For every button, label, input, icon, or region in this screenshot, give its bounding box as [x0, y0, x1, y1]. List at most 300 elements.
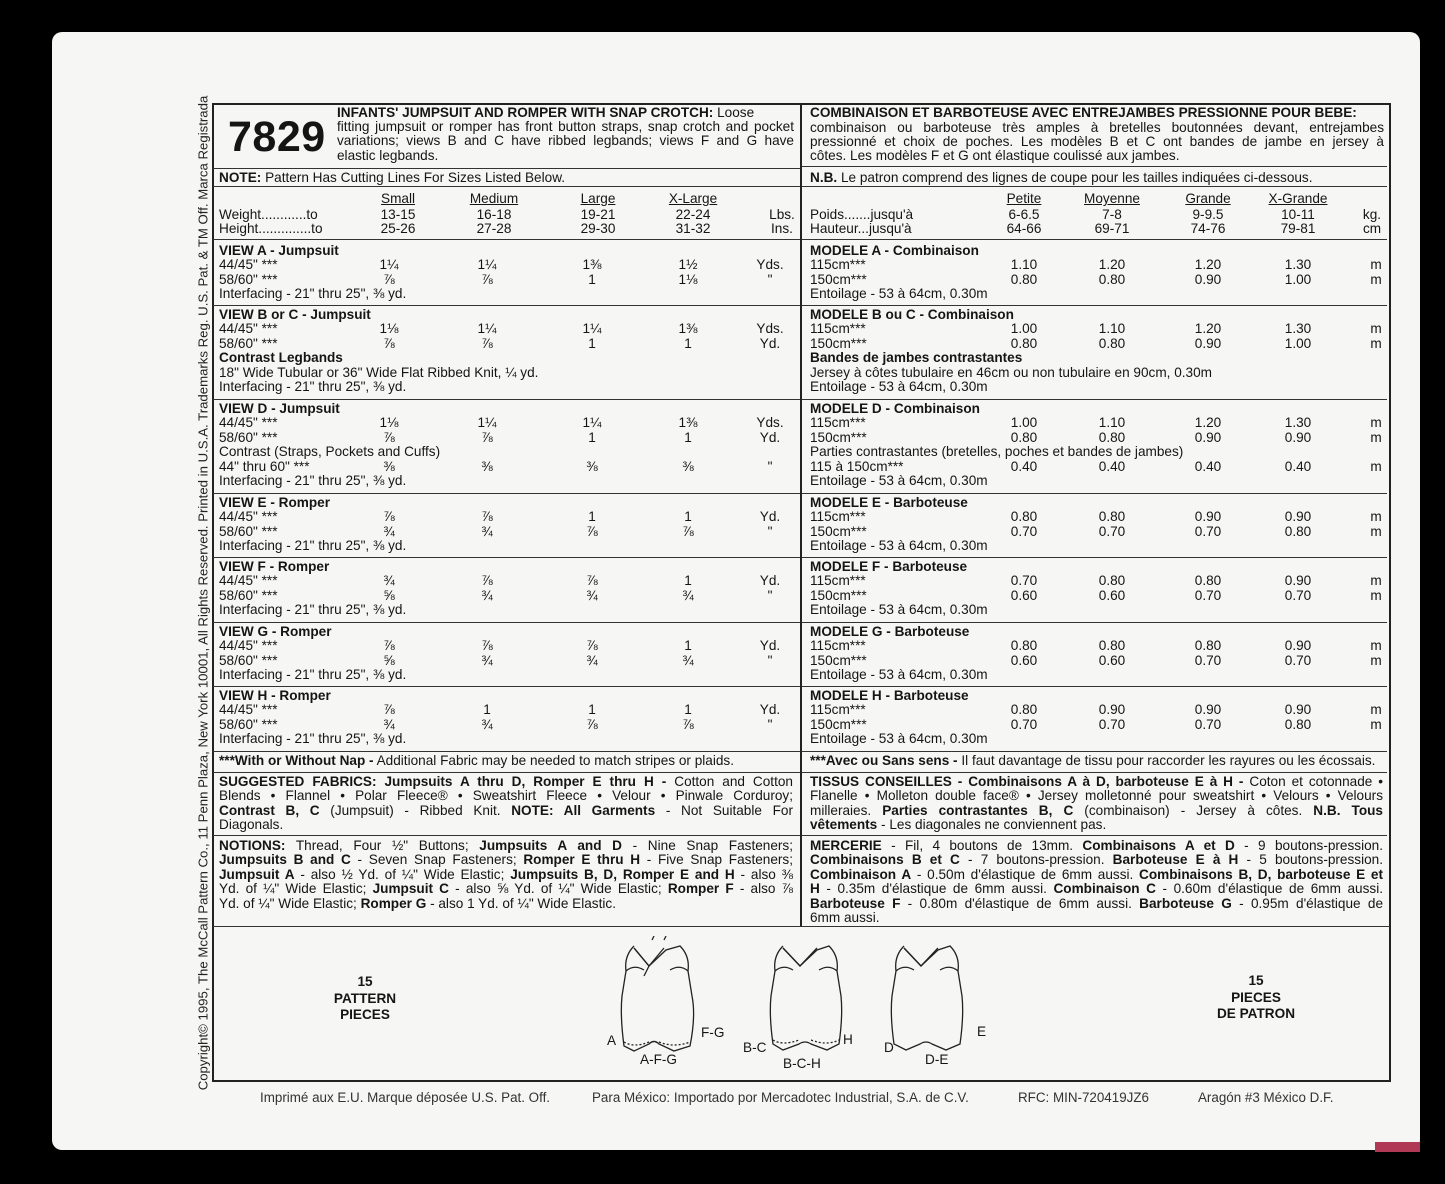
- fr-yardage-value: 1.30: [1284, 257, 1312, 273]
- fr-size-header: Moyenne: [1084, 191, 1140, 206]
- fr-weight-value: 9-9.5: [1192, 207, 1224, 222]
- en-yardage-value: 1: [588, 335, 596, 351]
- fr-height-value: 74-76: [1190, 221, 1226, 236]
- fr-size-header: X-Grande: [1268, 191, 1328, 206]
- en-row-label: 58/60" ***: [219, 335, 278, 351]
- en-row-label: Interfacing - 21" thru 25", ⅜ yd.: [219, 286, 407, 302]
- en-yardage-value: ¾: [481, 716, 493, 732]
- fr-yardage-value: 0.70: [1284, 587, 1312, 603]
- fr-view-title: MODELE H - Barboteuse: [810, 688, 969, 703]
- en-pieces: [315, 974, 415, 1024]
- fr-row-label: 115cm***: [810, 257, 866, 273]
- fr-row-label: Entoilage - 53 à 64cm, 0.30m: [810, 473, 988, 488]
- en-row-unit: Yd.: [759, 638, 781, 654]
- en-row-label: Interfacing - 21" thru 25", ⅜ yd.: [219, 602, 407, 618]
- en-yardage-value: 1⅜: [582, 257, 602, 273]
- fr-yardage-value: 1.20: [1098, 257, 1126, 273]
- fr-row-label: Entoilage - 53 à 64cm, 0.30m: [810, 667, 988, 683]
- en-desc-line: variations; views B and C have ribbed legbands; views F and G have: [337, 133, 794, 148]
- en-yardage-value: ¾: [481, 587, 493, 603]
- fr-weight-value: 6-6.5: [1008, 207, 1040, 222]
- fr-row-label: Entoilage - 53 à 64cm, 0.30m: [810, 379, 988, 394]
- fr-view-title: MODELE E - Barboteuse: [810, 495, 968, 510]
- fr-row-label: Parties contrastantes (bretelles, poches et bandes de jambes): [810, 444, 1184, 460]
- en-yardage-value: 1: [588, 509, 596, 525]
- en-yardage-value: ⅞: [481, 271, 493, 287]
- corner-stamp: [1375, 1142, 1420, 1152]
- rule-en-nap: [213, 772, 800, 773]
- fr-yardage-value: 1.00: [1010, 415, 1038, 431]
- en-desc-line: elastic legbands.: [337, 148, 439, 163]
- en-row-unit: ": [767, 271, 773, 287]
- en-notions-line: Jumpsuit A - also ½ Yd. of ¼" Wide Elastic; Jumpsuits B, D, Romper E and H - also ⅜: [219, 866, 793, 882]
- fr-view-rule: [802, 399, 1387, 400]
- fr-yardage-value: 0.80: [1098, 335, 1126, 351]
- en-view-rule: [213, 557, 800, 558]
- en-height-value: 27-28: [476, 221, 512, 236]
- fr-row-unit: m: [1370, 335, 1382, 351]
- en-row-label: 44/45" ***: [219, 415, 278, 431]
- en-view-title: VIEW H - Romper: [219, 688, 331, 703]
- en-size-header: Large: [580, 191, 616, 206]
- fr-yardage-value: 0.90: [1098, 702, 1126, 718]
- en-row-label: 44/45" ***: [219, 573, 278, 589]
- sketch-label-d-e: D-E: [925, 1052, 949, 1067]
- en-yardage-value: ⅞: [481, 509, 493, 525]
- sketch-label-b-c-h: B-C-H: [783, 1056, 821, 1071]
- en-yardage-value: ⅝: [383, 587, 395, 603]
- en-desc-line: fitting jumpsuit or romper has front button straps, snap crotch and pocket: [337, 119, 794, 134]
- en-yardage-value: 1⅛: [379, 415, 399, 431]
- en-yardage-value: ¾: [481, 523, 493, 539]
- fr-yardage-value: 0.70: [1098, 716, 1126, 732]
- en-fabrics-line: SUGGESTED FABRICS: Jumpsuits A thru D, Romper E thru H - Cotton and Cotton: [219, 774, 793, 789]
- rule-notions-bottom: [213, 926, 1390, 927]
- sketch-b-c-h: [755, 936, 865, 1076]
- en-row-label: 18" Wide Tubular or 36" Wide Flat Ribbed Knit, ¼ yd.: [219, 364, 539, 380]
- en-row-unit: Yd.: [759, 509, 781, 525]
- en-yardage-value: ⅞: [383, 638, 395, 654]
- en-notions-line: Yd. of ¼" Wide Elastic; Jumpsuit C - also ⅝ Yd. of ¼" Wide Elastic; Romper F - also ⅞: [219, 881, 793, 897]
- fr-yardage-value: 0.70: [1010, 573, 1038, 589]
- en-view-rule: [213, 686, 800, 687]
- fr-yardage-value: 0.60: [1010, 587, 1038, 603]
- fr-yardage-value: 0.90: [1194, 335, 1222, 351]
- en-yardage-value: 1¼: [477, 321, 497, 337]
- en-yardage-value: 1: [483, 702, 491, 718]
- en-fabrics-line: Contrast B, C (Jumpsuit) - Ribbed Knit. NOTE: All Garments - Not Suitable For: [219, 802, 794, 818]
- fr-weight-value: 7-8: [1102, 207, 1122, 222]
- en-yardage-value: 1⅛: [379, 321, 399, 337]
- en-size-header: X-Large: [668, 191, 718, 206]
- en-title: INFANTS' JUMPSUIT AND ROMPER WITH SNAP CROTCH:: [337, 105, 714, 120]
- en-row-label: Interfacing - 21" thru 25", ⅜ yd.: [219, 731, 407, 747]
- fr-row-label: 150cm***: [810, 523, 867, 539]
- fr-yardage-value: 0.90: [1284, 638, 1312, 654]
- en-yardage-value: ⅞: [481, 429, 493, 445]
- fr-yardage-value: 0.90: [1284, 702, 1312, 718]
- fr-row-label: 115cm***: [810, 509, 866, 525]
- fr-yardage-value: 0.80: [1010, 702, 1038, 718]
- fr-yardage-value: 0.60: [1098, 587, 1126, 603]
- en-weight-unit: Lbs.: [769, 207, 795, 222]
- fr-height-label: Hauteur...jusqu'à: [810, 221, 912, 236]
- en-height-value: 31-32: [675, 221, 711, 236]
- en-yardage-value: ⅞: [481, 335, 493, 351]
- fr-yardage-value: 0.80: [1010, 509, 1038, 525]
- fr-fabrics-line: TISSUS CONSEILLES - Combinaisons A à D, barboteuse E à H - Coton et cotonnade •: [810, 774, 1383, 789]
- fr-yardage-value: 0.80: [1010, 335, 1038, 351]
- fr-pieces: [1196, 973, 1316, 1023]
- fr-row-unit: m: [1370, 271, 1382, 287]
- en-yardage-value: 1¼: [477, 257, 497, 273]
- en-yardage-value: ⅞: [481, 638, 493, 654]
- fr-yardage-value: 0.80: [1098, 573, 1126, 589]
- en-view-rule: [213, 751, 800, 752]
- en-yardage-value: ⅞: [383, 509, 395, 525]
- fr-yardage-value: 0.80: [1194, 638, 1222, 654]
- fr-note: [810, 171, 1313, 185]
- footer-aragon: Aragón #3 México D.F.: [1198, 1090, 1334, 1105]
- fr-weight-value: 10-11: [1281, 207, 1315, 222]
- en-yardage-value: 1: [684, 573, 692, 589]
- en-size-header: Small: [381, 191, 415, 206]
- en-nap-label: ***With or Without Nap -: [219, 753, 374, 768]
- en-yardage-value: 1: [684, 429, 692, 445]
- fr-row-label: Bandes de jambes contrastantes: [810, 350, 1023, 366]
- en-yardage-value: ⅞: [383, 702, 395, 718]
- fr-row-unit: m: [1370, 415, 1382, 431]
- fr-row-label: Entoilage - 53 à 64cm, 0.30m: [810, 602, 988, 618]
- en-row-unit: Yds.: [756, 415, 784, 431]
- fr-title: COMBINAISON ET BARBOTEUSE AVEC ENTREJAMBES PRESSIONNE POUR BEBE:: [810, 105, 1357, 120]
- en-view-rule: [213, 493, 800, 494]
- fr-desc-line: côtes. Les modèles F et G ont élastique coulissé aux jambes.: [810, 148, 1180, 163]
- fr-view-title: MODELE D - Combinaison: [810, 401, 980, 416]
- en-notions-line: NOTIONS: Thread, Four ½" Buttons; Jumpsuits A and D - Nine Snap Fasteners;: [219, 838, 794, 853]
- fr-yardage-value: 0.40: [1098, 458, 1126, 474]
- sketch-label-a: A: [607, 1033, 617, 1048]
- fr-yardage-value: 1.30: [1284, 415, 1312, 431]
- fr-row-unit: m: [1370, 509, 1382, 525]
- en-yardage-value: ⅜: [586, 458, 598, 474]
- en-yardage-value: ¾: [586, 652, 598, 668]
- fr-yardage-value: 1.10: [1010, 257, 1038, 273]
- fr-yardage-value: 0.80: [1098, 271, 1126, 287]
- en-row-unit: Yd.: [759, 573, 781, 589]
- en-row-unit: Yds.: [756, 321, 784, 337]
- fr-row-label: 150cm***: [810, 429, 867, 445]
- en-row-label: Contrast Legbands: [219, 350, 343, 366]
- en-row-label: Interfacing - 21" thru 25", ⅜ yd.: [219, 379, 407, 394]
- fr-row-unit: m: [1370, 638, 1382, 654]
- fr-yardage-value: 0.80: [1098, 638, 1126, 654]
- fr-yardage-value: 1.00: [1284, 271, 1312, 287]
- fr-fabrics-line: milleraies. Parties contrastantes B, C (combinaison) - Jersey à côtes. N.B. Tous: [810, 802, 1383, 818]
- fr-desc-line: combinaison ou barboteuse très amples à bretelles boutonnées devant, entrejambes: [810, 120, 1384, 135]
- footer-para-mexico: Para México: Importado por Mercadotec Industrial, S.A. de C.V.: [592, 1090, 969, 1105]
- copyright-text: Copyright© 1995, The McCall Pattern Co., 11 Penn Plaza, New York 10001, All Rights Reserved. Printed in U.S.A. Trademarks Reg. U.S. Pat. & TM Off. Marca Registrada: [195, 95, 211, 1090]
- en-row-unit: ": [767, 523, 773, 539]
- en-yardage-value: 1: [684, 335, 692, 351]
- fr-view-rule: [802, 686, 1387, 687]
- fr-weight-label: Poids.......jusqu'à: [810, 207, 914, 222]
- fr-row-unit: m: [1370, 652, 1382, 668]
- en-notions-line: Jumpsuits B and C - Seven Snap Fasteners; Romper E thru H - Five Snap Fasteners;: [219, 852, 794, 868]
- fr-notions-line: Barboteuse F - 0.80m d'élastique de 6mm aussi. Barboteuse G - 0.95m d'élastique de: [810, 895, 1384, 911]
- fr-fabrics-line: vêtements - Les diagonales ne conviennent pas.: [810, 817, 1107, 833]
- fr-yardage-value: 1.10: [1098, 321, 1126, 337]
- en-weight-value: 13-15: [380, 207, 416, 222]
- en-yardage-value: 1: [588, 429, 596, 445]
- fr-size-header: Petite: [1006, 191, 1042, 206]
- fr-yardage-value: 0.80: [1098, 429, 1126, 445]
- fr-yardage-value: 0.80: [1284, 716, 1312, 732]
- fr-view-title: MODELE B ou C - Combinaison: [810, 307, 1014, 322]
- en-row-unit: ": [767, 716, 773, 732]
- en-view-title: VIEW A - Jumpsuit: [219, 243, 339, 258]
- sketch-label-a-f-g: A-F-G: [640, 1052, 677, 1067]
- en-view-title: VIEW E - Romper: [219, 495, 331, 510]
- fr-row-unit: m: [1370, 587, 1382, 603]
- en-yardage-value: ⅞: [481, 573, 493, 589]
- en-row-label: 58/60" ***: [219, 271, 278, 287]
- fr-notions-line: Combinaisons B et C - 7 boutons-pression. Barboteuse E à H - 5 boutons-pression.: [810, 852, 1383, 868]
- fr-yardage-value: 0.80: [1010, 638, 1038, 654]
- fr-yardage-value: 0.80: [1010, 429, 1038, 445]
- fr-nap-note: [810, 754, 1375, 768]
- sketch-label-b-c: B-C: [743, 1040, 767, 1055]
- en-yardage-value: 1⅜: [678, 321, 698, 337]
- en-height-unit: Ins.: [771, 221, 793, 236]
- fr-yardage-value: 0.70: [1284, 652, 1312, 668]
- rule-fr-fabrics: [802, 835, 1387, 836]
- fr-yardage-value: 1.00: [1284, 335, 1312, 351]
- en-yardage-value: 1½: [678, 257, 698, 273]
- fr-row-label: 115cm***: [810, 321, 866, 337]
- en-yardage-value: ⅜: [383, 458, 395, 474]
- fr-row-label: 150cm***: [810, 271, 867, 287]
- fr-yardage-value: 0.80: [1284, 523, 1312, 539]
- en-yardage-value: 1: [684, 702, 692, 718]
- en-fabrics-line: Blends • Flannel • Polar Fleece® • Sweatshirt Fleece • Velour • Pinwale Corduroy;: [219, 788, 793, 804]
- en-row-unit: Yd.: [759, 702, 781, 718]
- fr-row-label: Entoilage - 53 à 64cm, 0.30m: [810, 731, 988, 747]
- fr-yardage-value: 0.70: [1098, 523, 1126, 539]
- fr-row-label: 150cm***: [810, 652, 867, 668]
- sketch-label-e: E: [977, 1024, 987, 1039]
- en-row-label: Interfacing - 21" thru 25", ⅜ yd.: [219, 473, 407, 488]
- fr-view-rule: [802, 622, 1387, 623]
- fr-yardage-value: 0.90: [1284, 509, 1312, 525]
- rule-fr-note: [802, 186, 1387, 187]
- rule-fr-sizes: [802, 239, 1387, 240]
- fr-yardage-value: 0.80: [1194, 573, 1222, 589]
- fr-view-title: MODELE G - Barboteuse: [810, 624, 970, 639]
- rule-en-header: [213, 168, 800, 169]
- en-row-unit: ": [767, 458, 773, 474]
- en-yardage-value: ⅞: [586, 523, 598, 539]
- en-note: [219, 171, 565, 185]
- en-yardage-value: ¾: [586, 587, 598, 603]
- rule-en-fabrics: [213, 835, 800, 836]
- en-yardage-value: 1¼: [582, 321, 602, 337]
- fr-yardage-value: 1.20: [1194, 321, 1222, 337]
- en-yardage-value: ¾: [682, 652, 694, 668]
- en-yardage-value: ¾: [481, 652, 493, 668]
- en-weight-value: 19-21: [580, 207, 616, 222]
- en-yardage-value: ⅞: [586, 573, 598, 589]
- en-weight-value: 16-18: [476, 207, 512, 222]
- rule-en-note: [213, 186, 800, 187]
- fr-yardage-value: 0.80: [1010, 271, 1038, 287]
- fr-yardage-value: 0.70: [1010, 523, 1038, 539]
- rule-fr-nap: [802, 772, 1387, 773]
- fr-notions-line: Combinaison A - 0.50m d'élastique de 6mm aussi. Combinaisons B, D, barboteuse E et: [810, 866, 1384, 882]
- fr-yardage-value: 0.70: [1194, 716, 1222, 732]
- en-row-label: 44/45" ***: [219, 702, 278, 718]
- fr-row-label: 115cm***: [810, 415, 866, 431]
- en-row-label: 58/60" ***: [219, 429, 278, 445]
- fr-yardage-value: 0.90: [1194, 702, 1222, 718]
- en-pieces-count: 15: [357, 974, 373, 989]
- en-row-label: Interfacing - 21" thru 25", ⅜ yd.: [219, 538, 407, 554]
- en-yardage-value: ⅞: [586, 716, 598, 732]
- fr-yardage-value: 1.00: [1010, 321, 1038, 337]
- fr-yardage-value: 0.40: [1010, 458, 1038, 474]
- en-view-title: VIEW F - Romper: [219, 559, 330, 574]
- sketch-label-h: H: [843, 1032, 853, 1047]
- fr-note-text: Le patron comprend des lignes de coupe pour les tailles indiquées ci-dessous.: [840, 170, 1313, 185]
- fr-view-title: MODELE F - Barboteuse: [810, 559, 968, 574]
- fr-yardage-value: 0.70: [1194, 587, 1222, 603]
- fr-yardage-value: 0.90: [1194, 271, 1222, 287]
- fr-row-unit: m: [1370, 573, 1382, 589]
- en-yardage-value: ¾: [383, 573, 395, 589]
- fr-yardage-value: 0.70: [1194, 523, 1222, 539]
- en-row-unit: Yd.: [759, 335, 781, 351]
- fr-row-label: Entoilage - 53 à 64cm, 0.30m: [810, 286, 988, 302]
- copyright-sidebar: [193, 95, 213, 1090]
- fr-size-header: Grande: [1185, 191, 1231, 206]
- fr-row-unit: m: [1370, 257, 1382, 273]
- fr-yardage-value: 0.90: [1284, 429, 1312, 445]
- en-view-rule: [213, 399, 800, 400]
- fr-row-label: 150cm***: [810, 587, 867, 603]
- fr-row-label: 115cm***: [810, 573, 866, 589]
- en-yardage-value: 1¼: [582, 415, 602, 431]
- fr-pieces-line1: PIECES: [1231, 989, 1281, 1005]
- fr-yardage-value: 0.60: [1098, 652, 1126, 668]
- en-row-label: Contrast (Straps, Pockets and Cuffs): [219, 444, 441, 460]
- en-row-unit: Yd.: [759, 429, 781, 445]
- fr-row-unit: m: [1370, 429, 1382, 445]
- pattern-number: 7829: [228, 113, 326, 161]
- fr-yardage-value: 1.20: [1194, 257, 1222, 273]
- en-row-label: 58/60" ***: [219, 587, 278, 603]
- en-size-header: Medium: [469, 191, 519, 206]
- sketch-label-f-g: F-G: [701, 1025, 725, 1040]
- en-row-label: Interfacing - 21" thru 25", ⅜ yd.: [219, 667, 407, 683]
- fr-row-label: 115cm***: [810, 638, 866, 654]
- fr-view-title: MODELE A - Combinaison: [810, 243, 979, 258]
- en-yardage-value: ⅞: [682, 523, 694, 539]
- fr-notions-line: MERCERIE - Fil, 4 boutons de 13mm. Combinaisons A et D - 9 boutons-pression.: [810, 838, 1384, 853]
- en-yardage-value: ⅞: [383, 271, 395, 287]
- fr-height-value: 69-71: [1094, 221, 1130, 236]
- en-view-rule: [213, 305, 800, 306]
- fr-yardage-value: 1.10: [1098, 415, 1126, 431]
- footer-imprime: Imprimé aux E.U. Marque déposée U.S. Pat. Off.: [260, 1090, 551, 1105]
- fr-yardage-value: 0.70: [1194, 652, 1222, 668]
- fr-height-value: 64-66: [1006, 221, 1042, 236]
- en-note-text: Pattern Has Cutting Lines For Sizes Listed Below.: [265, 170, 566, 185]
- fr-yardage-value: 0.40: [1194, 458, 1222, 474]
- en-row-label: 58/60" ***: [219, 716, 278, 732]
- en-notions-line: Yd. of ¼" Wide Elastic; Romper G - also 1 Yd. of ¼" Wide Elastic.: [219, 895, 616, 911]
- fr-yardage-value: 0.90: [1194, 509, 1222, 525]
- rule-fr-header: [802, 166, 1387, 167]
- en-yardage-value: ⅜: [481, 458, 493, 474]
- fr-yardage-value: 0.90: [1284, 573, 1312, 589]
- sketch-label-d: D: [884, 1040, 894, 1055]
- fr-desc-line: pressionné et choix de poches. Les modèles B et C ont bandes de jambe en jersey à: [810, 134, 1384, 149]
- en-fabrics-line: Diagonals.: [219, 817, 284, 833]
- fr-pieces-line2: DE PATRON: [1216, 1006, 1296, 1021]
- en-height-value: 29-30: [580, 221, 616, 236]
- fr-yardage-value: 0.80: [1098, 509, 1126, 525]
- fr-row-unit: m: [1370, 321, 1382, 337]
- en-pieces-line1: PATTERN: [333, 990, 397, 1006]
- fr-view-rule: [802, 557, 1387, 558]
- fr-yardage-value: 0.60: [1010, 652, 1038, 668]
- fr-weight-unit: kg.: [1362, 207, 1382, 222]
- fr-yardage-value: 0.40: [1284, 458, 1312, 474]
- en-yardage-value: ⅞: [383, 429, 395, 445]
- fr-notions-line: 6mm aussi.: [810, 910, 880, 925]
- en-height-value: 25-26: [380, 221, 416, 236]
- fr-height-value: 79-81: [1280, 221, 1316, 236]
- fr-row-label: 115 à 150cm***: [810, 458, 904, 474]
- en-yardage-value: 1¼: [379, 257, 399, 273]
- fr-row-unit: m: [1370, 716, 1382, 732]
- fr-fabrics-line: Flanelle • Molleton double face® • Jersey molletonné pour sweatshirt • Velours • Velours: [810, 788, 1383, 804]
- fr-yardage-value: 0.70: [1010, 716, 1038, 732]
- en-view-title: VIEW D - Jumpsuit: [219, 401, 340, 416]
- en-row-label: 44/45" ***: [219, 257, 278, 273]
- en-pieces-line2: PIECES: [340, 1007, 390, 1022]
- en-row-label: 44/45" ***: [219, 321, 278, 337]
- fr-pieces-count: 15: [1248, 973, 1264, 988]
- en-row-unit: ": [767, 652, 773, 668]
- en-title-rest: Loose: [717, 105, 755, 120]
- fr-row-label: Jersey à côtes tubulaire en 46cm ou non tubulaire en 90cm, 0.30m: [810, 364, 1213, 380]
- fr-yardage-value: 0.90: [1194, 429, 1222, 445]
- en-yardage-value: ⅞: [383, 335, 395, 351]
- fr-nap-label: ***Avec ou Sans sens -: [810, 753, 958, 768]
- fr-row-unit: m: [1370, 523, 1382, 539]
- en-yardage-value: 1: [684, 638, 692, 654]
- en-height-label: Height..............to: [219, 221, 323, 236]
- en-yardage-value: 1: [588, 702, 596, 718]
- en-yardage-value: 1¼: [477, 415, 497, 431]
- fr-row-label: 115cm***: [810, 702, 866, 718]
- fr-note-label: N.B.: [810, 170, 838, 185]
- en-yardage-value: ⅝: [383, 652, 395, 668]
- fr-yardage-value: 1.20: [1194, 415, 1222, 431]
- en-row-label: 58/60" ***: [219, 523, 278, 539]
- en-row-unit: ": [767, 587, 773, 603]
